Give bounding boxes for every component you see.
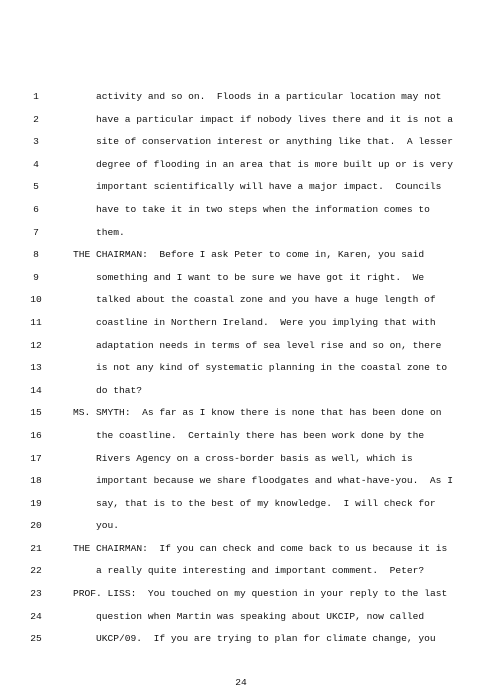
transcript-line <box>0 225 482 248</box>
transcript-line <box>0 563 482 586</box>
line-number: 6 <box>33 203 39 215</box>
transcript-line <box>0 202 482 225</box>
transcript-line <box>0 428 482 451</box>
transcript-line <box>0 518 482 541</box>
transcript-line <box>0 473 482 496</box>
line-number: 2 <box>33 113 39 125</box>
line-text: have a particular impact if nobody lives there and it is not a <box>96 113 453 125</box>
transcript-line <box>0 496 482 519</box>
line-text: UKCP/09. If you are trying to plan for climate change, you <box>96 633 436 645</box>
line-number: 15 <box>30 407 42 419</box>
transcript-line <box>0 451 482 474</box>
line-text: a really quite interesting and important comment. Peter? <box>96 565 425 577</box>
line-number: 23 <box>30 588 42 600</box>
line-number: 25 <box>30 633 42 645</box>
line-text: have to take it in two steps when the information comes to <box>96 203 430 215</box>
line-text: important because we share floodgates and what-have-you. As I <box>96 475 453 487</box>
line-number: 16 <box>30 429 42 441</box>
line-number: 19 <box>30 497 42 509</box>
transcript-line <box>0 360 482 383</box>
line-text: coastline in Northern Ireland. Were you implying that with <box>96 316 436 328</box>
line-text: question when Martin was speaking about UKCIP, now called <box>96 610 425 622</box>
line-number: 9 <box>33 271 39 283</box>
line-text: them. <box>96 226 125 238</box>
transcript-line <box>0 247 482 270</box>
line-number: 24 <box>30 610 42 622</box>
line-number: 10 <box>30 294 42 306</box>
transcript-line <box>0 270 482 293</box>
line-number: 1 <box>33 91 39 102</box>
line-text: degree of flooding in an area that is more built up or is very <box>96 158 453 170</box>
transcript-line <box>0 338 482 361</box>
line-number: 17 <box>30 452 42 464</box>
line-text: activity and so on. Floods in a particular location may not <box>96 91 442 102</box>
transcript-line <box>0 586 482 609</box>
transcript-line <box>0 179 482 202</box>
line-text: Rivers Agency on a cross-border basis as well, which is <box>96 452 413 464</box>
transcript-line <box>0 609 482 632</box>
line-text: something and I want to be sure we have got it right. We <box>96 271 425 283</box>
transcript-line <box>0 112 482 135</box>
line-text: say, that is to the best of my knowledge. I will check for <box>96 497 436 509</box>
line-number: 5 <box>33 181 39 193</box>
transcript-line <box>0 383 482 406</box>
line-text: is not any kind of systematic planning in the coastal zone to <box>96 362 448 374</box>
line-number: 4 <box>33 158 39 170</box>
line-number: 12 <box>30 339 42 351</box>
line-number: 11 <box>30 316 42 328</box>
line-number: 21 <box>30 542 42 554</box>
transcript-line <box>0 405 482 428</box>
line-number: 22 <box>30 565 42 577</box>
line-number: 18 <box>30 475 42 487</box>
speaker-line-text: THE CHAIRMAN: Before I ask Peter to come in, Karen, you said <box>73 249 425 261</box>
line-number: 3 <box>33 136 39 148</box>
line-text: adaptation needs in terms of sea level rise and so on, there <box>96 339 442 351</box>
speaker-line-text: THE CHAIRMAN: If you can check and come back to us because it is <box>73 542 448 554</box>
transcript-line <box>0 89 482 112</box>
transcript-line <box>0 157 482 180</box>
line-text: site of conservation interest or anything like that. A lesser <box>96 136 453 148</box>
line-number: 13 <box>30 362 42 374</box>
line-text: the coastline. Certainly there has been work done by the <box>96 429 425 441</box>
line-number: 7 <box>33 226 39 238</box>
transcript-line <box>0 134 482 157</box>
transcript-line <box>0 315 482 338</box>
line-text: do that? <box>96 384 143 396</box>
line-number: 8 <box>33 249 39 261</box>
transcript-lines <box>0 89 482 654</box>
line-text: you. <box>96 520 120 532</box>
line-number: 14 <box>30 384 42 396</box>
line-text: talked about the coastal zone and you have a huge length of <box>96 294 436 306</box>
line-text: important scientifically will have a major impact. Councils <box>96 181 442 193</box>
transcript-line <box>0 541 482 564</box>
line-number: 20 <box>30 520 42 532</box>
transcript-line <box>0 292 482 315</box>
speaker-line-text: MS. SMYTH: As far as I know there is none that has been done on <box>73 407 442 419</box>
speaker-line-text: PROF. LISS: You touched on my question in your reply to the last <box>73 588 448 600</box>
page-number: 24 <box>235 677 247 688</box>
transcript-line <box>0 631 482 654</box>
